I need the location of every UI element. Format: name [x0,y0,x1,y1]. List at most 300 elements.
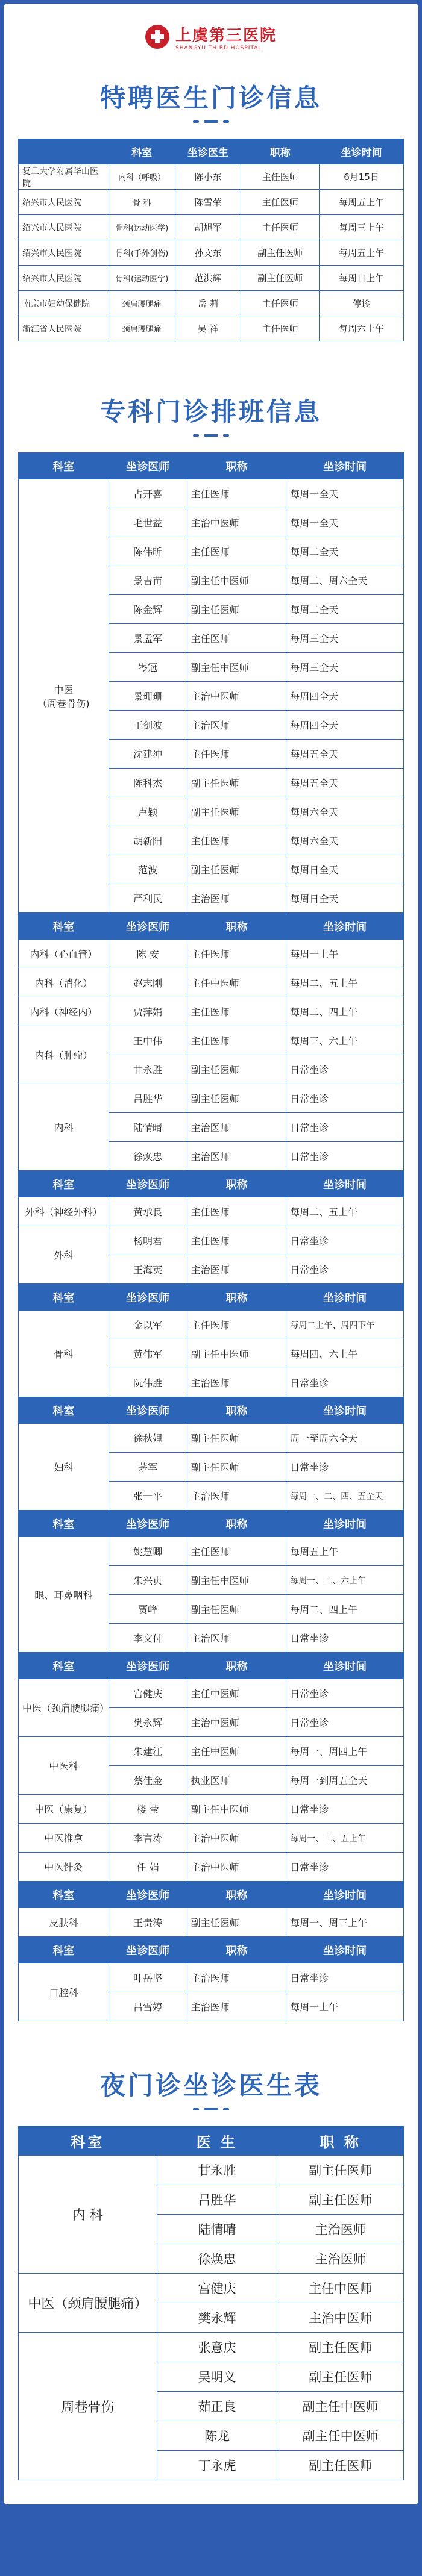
table-cell: 范波 [109,855,187,884]
table-cell: 金以军 [109,1311,187,1339]
table-cell: 日常坐诊 [286,1255,404,1284]
table-cell: 每周三、六上午 [286,1026,404,1055]
table-cell: 吕胜华 [109,1084,187,1113]
column-header: 坐诊时间 [286,913,404,940]
column-header: 科室 [19,1397,109,1424]
table-cell: 主治医师 [277,2215,404,2244]
table-cell: 日常坐诊 [286,1624,404,1653]
column-header: 坐诊医师 [109,1882,187,1908]
column-header: 职称 [187,1397,286,1424]
table-cell: 朱建江 [109,1737,187,1766]
table-cell: 副主任医师 [187,1595,286,1624]
table-cell: 每周二、四上午 [286,1595,404,1624]
table-row [19,266,404,291]
table-cell: 副主任医师 [241,266,320,291]
table-cell: 张一平 [109,1482,187,1511]
table-cell: 副主任医师 [277,2185,404,2215]
table-cell: 每周二全天 [286,537,404,566]
table-row [19,2333,404,2362]
table-cell: 景孟军 [109,624,187,653]
column-header: 职称 [187,1511,286,1537]
table-cell: 每周五上午 [286,1537,404,1566]
table-cell: 主任医师 [187,624,286,653]
table-row [19,215,404,240]
table-row [19,1908,404,1937]
table-cell: 贾峰 [109,1595,187,1624]
table-row [19,1084,404,1113]
table-cell: 每周二、五上午 [286,968,404,997]
table-row [19,1311,404,1339]
table-cell: 主治医师 [187,1482,286,1511]
table-row [19,1824,404,1853]
table-row [19,316,404,341]
table-cell: 绍兴市人民医院 [19,240,109,266]
column-header: 职 称 [277,2127,404,2156]
table-cell: 副主任医师 [277,2362,404,2392]
table-cell: 每周六全天 [286,826,404,855]
table-cell: 吕雪婷 [109,1992,187,2021]
table-cell: 每周日上午 [320,266,404,291]
table-cell: 主任医师 [241,291,320,316]
table-cell: 王剑波 [109,711,187,740]
table-cell: 主任医师 [187,1197,286,1226]
table-cell: 毛世益 [109,508,187,537]
table-cell: 每周六全天 [286,797,404,826]
table-cell: 主治中医师 [277,2303,404,2333]
table-cell: 每周一全天 [286,508,404,537]
department-cell: 中医（颈肩腰腿痛） [19,1679,109,1737]
table-row [19,1424,404,1453]
table-cell: 每周三上午 [320,215,404,240]
table-cell: 主治中医师 [187,508,286,537]
table-cell: 每周一、周三上午 [286,1908,404,1937]
department-cell: 中医（康复） [19,1795,109,1824]
table-row [19,2274,404,2303]
column-header: 坐诊时间 [320,139,404,164]
column-header: 职称 [187,913,286,940]
column-header: 科室 [109,139,175,164]
table-cell: 日常坐诊 [286,1113,404,1142]
header-row [19,1511,404,1537]
table-cell: 日常坐诊 [286,1368,404,1397]
table-cell: 每周三全天 [286,624,404,653]
department-cell: 中医科 [19,1737,109,1795]
column-header: 职称 [187,1171,286,1197]
table-cell: 每周六上午 [320,316,404,341]
table-cell: 副主任医师 [187,769,286,797]
table-cell: 主任中医师 [277,2274,404,2303]
table-row [19,164,404,190]
table-cell: 每周三全天 [286,653,404,682]
table-cell: 每周一、周四上午 [286,1737,404,1766]
section-title-specialist: 专科门诊排班信息 [99,397,322,426]
department-cell: 外科 [19,1226,109,1284]
hospital-logo [145,23,277,51]
table-cell: 每周一到周五全天 [286,1766,404,1795]
table-cell: 黄承良 [109,1197,187,1226]
table-cell: 景吉苗 [109,566,187,595]
table-row [19,1853,404,1882]
table-cell: 副主任医师 [187,1453,286,1482]
table-cell: 副主任中医师 [187,1339,286,1368]
table-cell: 副主任中医师 [277,2421,404,2451]
table-cell: 每周一、三、五上午 [286,1824,404,1853]
table-cell: 张意庆 [157,2333,277,2362]
table-cell: 骨科(手外创伤) [109,240,175,266]
table-cell: 副主任中医师 [187,1566,286,1595]
table-cell: 日常坐诊 [286,1795,404,1824]
table-cell: 日常坐诊 [286,1142,404,1171]
table-cell: 吴明义 [157,2362,277,2392]
table-cell: 绍兴市人民医院 [19,215,109,240]
table-cell: 执业医师 [187,1766,286,1795]
table-cell: 主任中医师 [187,968,286,997]
table-row [19,1737,404,1766]
column-header: 科室 [19,1171,109,1197]
column-header: 科室 [19,1937,109,1963]
table-cell: 日常坐诊 [286,1963,404,1992]
table-cell: 日常坐诊 [286,1453,404,1482]
table-row [19,940,404,968]
table-cell: 每周二上午、周四下午 [286,1311,404,1339]
table-cell: 骨科(运动医学) [109,266,175,291]
table-cell: 主治医师 [187,1992,286,2021]
table-cell: 主治医师 [277,2244,404,2274]
table-cell: 甘永胜 [157,2156,277,2185]
title-decoration [4,120,418,123]
table-cell: 任 娟 [109,1853,187,1882]
table-cell: 徐焕忠 [109,1142,187,1171]
table-cell: 贾萍娟 [109,997,187,1026]
department-cell: 外科（神经外科） [19,1197,109,1226]
table-row [19,1026,404,1055]
table-cell: 副主任医师 [187,1055,286,1084]
table-cell: 骨 科 [109,190,175,215]
table-cell: 主任医师 [187,997,286,1026]
table-cell: 丁永虎 [157,2451,277,2480]
night-clinic-table [18,2126,404,2480]
column-header [19,139,109,164]
table-cell: 每周一、二、四、五全天 [286,1482,404,1511]
table-cell: 王贵涛 [109,1908,187,1937]
column-header: 坐诊时间 [286,1171,404,1197]
table-cell: 内科（呼吸） [109,164,175,190]
table-cell: 日常坐诊 [286,1084,404,1113]
table-cell: 严利民 [109,884,187,913]
table-cell: 王中伟 [109,1026,187,1055]
hospital-name-cn: 上虞第三医院 [175,26,277,45]
hospital-name-en: SHANGYU THIRD HOSPITAL [175,45,262,51]
table-cell: 主治中医师 [187,682,286,711]
column-header: 科室 [19,1284,109,1311]
table-cell: 主治医师 [187,1113,286,1142]
department-cell: 眼、耳鼻咽科 [19,1537,109,1653]
table-cell: 主任医师 [187,1026,286,1055]
table-cell: 主治医师 [187,1624,286,1653]
table-cell: 副主任中医师 [187,1795,286,1824]
table-cell: 樊永辉 [157,2303,277,2333]
department-cell: 内 科 [19,2156,157,2274]
table-cell: 阮伟胜 [109,1368,187,1397]
table-row [19,240,404,266]
table-cell: 南京市妇幼保健院 [19,291,109,316]
table-cell: 岳 莉 [175,291,241,316]
table-cell: 每周一、三、六上午 [286,1566,404,1595]
table-cell: 日常坐诊 [286,1708,404,1737]
column-header: 职称 [241,139,320,164]
header-row [19,139,404,164]
table-cell: 主治中医师 [187,1824,286,1853]
table-cell: 主任医师 [187,479,286,508]
table-cell: 主任医师 [241,316,320,341]
table-cell: 每周五全天 [286,740,404,769]
table-row [19,1679,404,1708]
table-cell: 景珊珊 [109,682,187,711]
table-cell: 主治医师 [187,1255,286,1284]
table-row [19,1537,404,1566]
table-cell: 复旦大学附属华山医院 [19,164,109,190]
table-cell: 主任医师 [187,940,286,968]
table-cell: 每周一上午 [286,1992,404,2021]
table-cell: 朱兴贞 [109,1566,187,1595]
header-row [19,453,404,479]
header-row [19,1882,404,1908]
table-cell: 每周日全天 [286,884,404,913]
table-cell: 茹正良 [157,2392,277,2421]
column-header: 坐诊时间 [286,1653,404,1679]
table-cell: 樊永辉 [109,1708,187,1737]
table-cell: 茅军 [109,1453,187,1482]
column-header: 职称 [187,1937,286,1963]
column-header: 坐诊医师 [109,1397,187,1424]
table-cell: 副主任医师 [277,2451,404,2480]
table-cell: 陈雪荣 [175,190,241,215]
column-header: 坐诊医师 [109,453,187,479]
column-header: 坐诊时间 [286,1937,404,1963]
red-cross-icon [145,25,169,49]
table-cell: 每周二、五上午 [286,1197,404,1226]
table-row [19,1963,404,1992]
table-cell: 主治医师 [187,1142,286,1171]
table-cell: 胡新阳 [109,826,187,855]
table-cell: 每周一上午 [286,940,404,968]
table-cell: 每周一全天 [286,479,404,508]
table-cell: 陈科杰 [109,769,187,797]
table-cell: 骨科(运动医学) [109,215,175,240]
table-cell: 主任医师 [241,164,320,190]
table-cell: 陈金辉 [109,595,187,624]
column-header: 坐诊医师 [109,1937,187,1963]
table-cell: 每周四全天 [286,711,404,740]
table-cell: 主任医师 [241,190,320,215]
table-cell: 主治医师 [187,1368,286,1397]
table-cell: 副主任医师 [187,1424,286,1453]
header-row [19,1653,404,1679]
table-cell: 李言涛 [109,1824,187,1853]
section-title-night: 夜门诊坐诊医生表 [99,2071,322,2100]
department-cell: 周巷骨伤 [19,2333,157,2480]
department-cell: 内科（心血管） [19,940,109,968]
table-cell: 副主任医师 [187,797,286,826]
department-cell: 内科 [19,1084,109,1171]
table-cell: 姚慧卿 [109,1537,187,1566]
column-header: 坐诊医生 [175,139,241,164]
table-row [19,1197,404,1226]
department-cell: 内科（消化） [19,968,109,997]
column-header: 职称 [187,453,286,479]
table-cell: 王海英 [109,1255,187,1284]
column-header: 坐诊医师 [109,913,187,940]
table-row [19,968,404,997]
table-cell: 宫健庆 [157,2274,277,2303]
header-row [19,913,404,940]
header-row [19,1284,404,1311]
header-row [19,2127,404,2156]
table-cell: 孙文东 [175,240,241,266]
table-cell: 每周五上午 [320,190,404,215]
table-cell: 副主任中医师 [187,566,286,595]
specialist-schedule-table [18,452,404,2021]
table-cell: 日常坐诊 [286,1055,404,1084]
table-cell: 陈龙 [157,2421,277,2451]
column-header: 科室 [19,913,109,940]
table-cell: 主任中医师 [187,1679,286,1708]
department-cell: 内科（神经内） [19,997,109,1026]
table-cell: 主治医师 [187,711,286,740]
column-header: 坐诊时间 [286,1397,404,1424]
table-cell: 副主任医师 [241,240,320,266]
table-cell: 范洪辉 [175,266,241,291]
table-cell: 李文付 [109,1624,187,1653]
header-row [19,1937,404,1963]
table-row [19,479,404,508]
table-cell: 主治中医师 [187,1708,286,1737]
poster [4,4,418,2504]
column-header: 坐诊医师 [109,1511,187,1537]
table-cell: 日常坐诊 [286,1853,404,1882]
table-cell: 每周二、周六全天 [286,566,404,595]
department-cell: 骨科 [19,1311,109,1397]
table-cell: 胡旭军 [175,215,241,240]
department-cell: 中医针灸 [19,1853,109,1882]
table-cell: 占开喜 [109,479,187,508]
table-row [19,2156,404,2185]
table-cell: 主任医师 [187,826,286,855]
column-header: 科室 [19,1511,109,1537]
column-header: 科室 [19,2127,157,2156]
column-header: 坐诊医师 [109,1653,187,1679]
table-cell: 日常坐诊 [286,1226,404,1255]
title-decoration [4,434,418,437]
table-cell: 绍兴市人民医院 [19,190,109,215]
column-header: 科室 [19,1653,109,1679]
table-cell: 主任医师 [187,537,286,566]
column-header: 科室 [19,1882,109,1908]
table-cell: 主任中医师 [187,1737,286,1766]
header-row [19,1171,404,1197]
table-cell: 副主任中医师 [277,2392,404,2421]
table-row [19,291,404,316]
table-cell: 岑冠 [109,653,187,682]
table-cell: 周一至周六全天 [286,1424,404,1453]
table-cell: 赵志刚 [109,968,187,997]
table-cell: 陈 安 [109,940,187,968]
table-row [19,997,404,1026]
table-cell: 副主任医师 [187,595,286,624]
table-cell: 主治医师 [187,1963,286,1992]
table-cell: 主任医师 [187,1226,286,1255]
table-cell: 徐秋娌 [109,1424,187,1453]
table-cell: 每周二、四上午 [286,997,404,1026]
department-cell: 中医 （周巷骨伤) [19,479,109,913]
table-cell: 楼 莹 [109,1795,187,1824]
table-cell: 蔡佳金 [109,1766,187,1795]
table-cell: 颈肩腰腿痛 [109,291,175,316]
table-cell: 每周四全天 [286,682,404,711]
table-cell: 主任医师 [187,1537,286,1566]
column-header: 坐诊时间 [286,453,404,479]
department-cell: 皮肤科 [19,1908,109,1937]
table-row [19,1795,404,1824]
department-cell: 中医（颈肩腰腿痛） [19,2274,157,2333]
table-cell: 卢颖 [109,797,187,826]
department-cell: 中医推拿 [19,1824,109,1853]
header [4,4,418,70]
table-cell: 副主任医师 [277,2156,404,2185]
department-cell: 口腔科 [19,1963,109,2021]
table-cell: 吕胜华 [157,2185,277,2215]
title-decoration [4,2108,418,2110]
table-cell: 徐焕忠 [157,2244,277,2274]
section-title-guest: 特聘医生门诊信息 [99,83,322,113]
table-cell: 沈建冲 [109,740,187,769]
guest-doctor-table [18,139,404,341]
table-cell: 宫健庆 [109,1679,187,1708]
table-cell: 副主任医师 [277,2333,404,2362]
department-cell: 妇科 [19,1424,109,1511]
table-cell: 副主任医师 [187,1908,286,1937]
table-cell: 每周五全天 [286,769,404,797]
column-header: 科室 [19,453,109,479]
table-cell: 日常坐诊 [286,1679,404,1708]
column-header: 坐诊医师 [109,1171,187,1197]
table-cell: 副主任中医师 [187,653,286,682]
column-header: 坐诊时间 [286,1511,404,1537]
table-cell: 甘永胜 [109,1055,187,1084]
header-row [19,1397,404,1424]
column-header: 职称 [187,1653,286,1679]
column-header: 职称 [187,1882,286,1908]
table-cell: 陈小东 [175,164,241,190]
table-cell: 叶岳坚 [109,1963,187,1992]
column-header: 坐诊时间 [286,1882,404,1908]
department-cell: 内科（肿瘤） [19,1026,109,1084]
column-header: 职称 [187,1284,286,1311]
table-cell: 每周四、六上午 [286,1339,404,1368]
table-cell: 黄伟军 [109,1339,187,1368]
table-cell: 每周二全天 [286,595,404,624]
table-cell: 每周日全天 [286,855,404,884]
table-cell: 主治医师 [187,884,286,913]
table-cell: 颈肩腰腿痛 [109,316,175,341]
column-header: 医 生 [157,2127,277,2156]
table-cell: 绍兴市人民医院 [19,266,109,291]
table-cell: 杨明君 [109,1226,187,1255]
table-cell: 陆情晴 [157,2215,277,2244]
table-cell: 副主任医师 [187,855,286,884]
table-row [19,190,404,215]
table-cell: 吴 祥 [175,316,241,341]
